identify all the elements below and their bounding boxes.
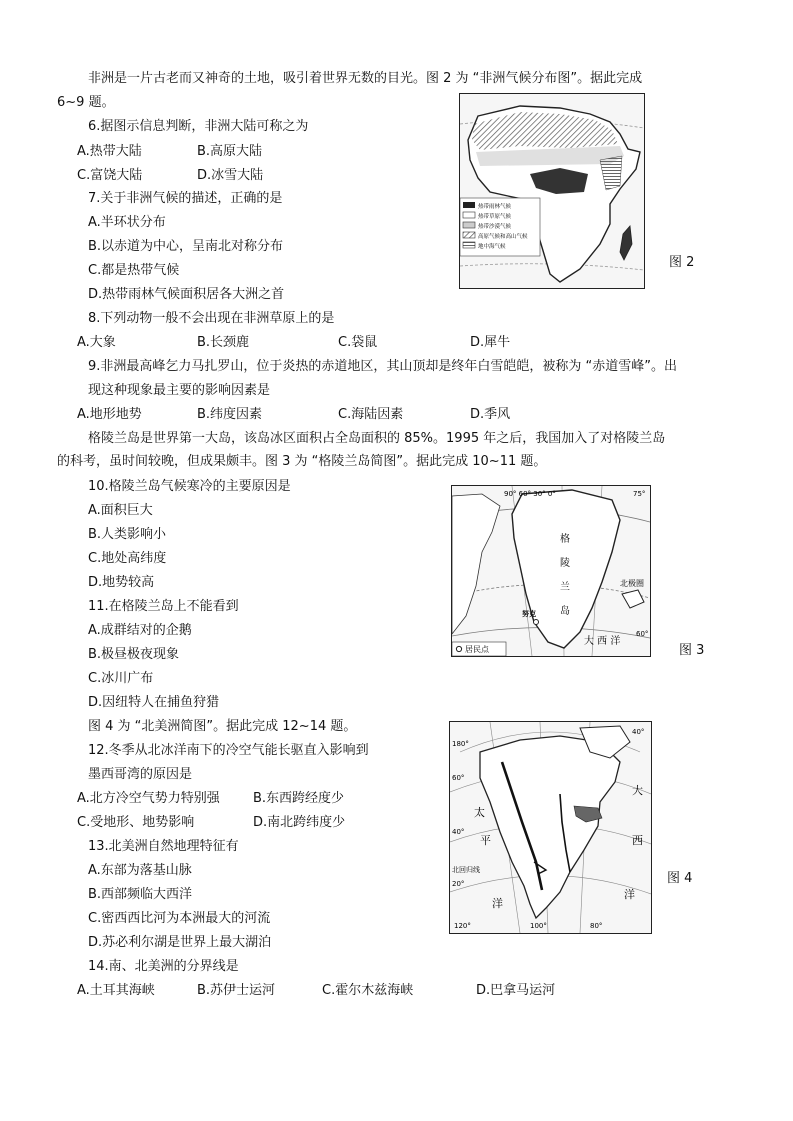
island-char-1: 格 [560, 534, 570, 545]
q11-option-d[interactable]: D.因纽特人在捕鱼狩猎 [88, 695, 220, 710]
africa-intro-line-1: 非洲是一片古老而又神奇的土地，吸引着世界无数的目光。图 2 为 “非洲气候分布图”。据此完成 [88, 71, 643, 86]
q9-option-d[interactable]: D.季风 [470, 407, 511, 422]
atlantic-char-3: 洋 [624, 888, 635, 901]
pacific-char-3: 洋 [492, 897, 503, 910]
lat-75-label: 75° [633, 490, 646, 498]
atlantic-char-1: 大 [632, 784, 643, 797]
q12-option-a[interactable]: A.北方冷空气势力特别强 [77, 791, 220, 806]
q12-option-d[interactable]: D.南北跨纬度少 [253, 815, 346, 830]
q10-option-d[interactable]: D.地势较高 [88, 575, 155, 590]
madagascar-island [620, 226, 632, 260]
q7-option-b[interactable]: B.以赤道为中心，呈南北对称分布 [88, 239, 284, 254]
lat-60-label: 60° [636, 630, 649, 638]
q10-option-a[interactable]: A.面积巨大 [88, 503, 153, 518]
q8-option-b[interactable]: B.长颈鹿 [197, 335, 250, 350]
q13-option-d[interactable]: D.苏必利尔湖是世界上最大湖泊 [88, 935, 272, 950]
q11-option-a[interactable]: A.成群结对的企鹅 [88, 623, 192, 638]
legend-grassland: 热带草原气候 [478, 214, 512, 220]
q10-option-c[interactable]: C.地处高纬度 [88, 551, 167, 566]
greenland-map [451, 485, 651, 657]
canada-coast [452, 494, 500, 634]
q13-option-b[interactable]: B.西部频临大西洋 [88, 887, 193, 902]
question-7-stem: 7.关于非洲气候的描述，正确的是 [88, 191, 283, 206]
q9-option-c[interactable]: C.海陆因素 [338, 407, 404, 422]
question-14-stem: 14.南、北美洲的分界线是 [88, 959, 239, 974]
q7-option-d[interactable]: D.热带雨林气候面积居各大洲之首 [88, 287, 285, 302]
africa-climate-map [459, 93, 645, 289]
q11-option-c[interactable]: C.冰川广布 [88, 671, 154, 686]
q6-option-b[interactable]: B.高原大陆 [197, 144, 263, 159]
question-12-stem-line-1: 12.冬季从北冰洋南下的冷空气能长驱直入影响到 [88, 743, 369, 758]
q6-option-d[interactable]: D.冰雪大陆 [197, 168, 264, 183]
lat-40-label: 40° [452, 828, 465, 836]
q10-option-b[interactable]: B.人类影响小 [88, 527, 167, 542]
q12-option-b[interactable]: B.东西跨经度少 [253, 791, 345, 806]
greenland-map-svg [452, 486, 650, 656]
legend-settlement: 居民点 [465, 645, 489, 654]
q12-option-c[interactable]: C.受地形、地势影响 [77, 815, 195, 830]
north-america-landmass [480, 736, 620, 918]
question-6-stem: 6.据图示信息判断，非洲大陆可称之为 [88, 119, 309, 134]
lat-20-label: 20° [452, 880, 465, 888]
island-char-4: 岛 [560, 606, 570, 617]
atlantic-ocean-label: 大 西 洋 [584, 636, 621, 647]
lon-80-label: 80° [590, 922, 603, 930]
q8-option-a[interactable]: A.大象 [77, 335, 116, 350]
q14-option-c[interactable]: C.霍尔木兹海峡 [322, 983, 414, 998]
q7-option-a[interactable]: A.半环状分布 [88, 215, 166, 230]
q11-option-b[interactable]: B.极昼极夜现象 [88, 647, 180, 662]
question-9-stem-line-2: 现这种现象最主要的影响因素是 [88, 383, 271, 398]
north-america-map-svg [450, 722, 651, 933]
legend-mediterranean: 地中海气候 [478, 244, 506, 250]
figure-3-caption: 图 3 [679, 643, 705, 658]
iceland-island [622, 590, 644, 608]
question-13-stem: 13.北美洲自然地理特征有 [88, 839, 239, 854]
lon-100-label: 100° [530, 922, 547, 930]
island-char-3: 兰 [560, 582, 570, 593]
lon-120-label: 120° [454, 922, 471, 930]
pacific-char-2: 平 [480, 834, 491, 847]
question-9-stem-line-1: 9.非洲最高峰乞力马扎罗山，位于炎热的赤道地区，其山顶却是终年白雪皑皑，被称为 “赤道雪峰”。出 [88, 359, 678, 374]
settlement-name: 努克 [522, 610, 536, 618]
lat-60-label: 60° [452, 774, 465, 782]
figure-2-caption: 图 2 [669, 255, 695, 270]
q8-option-c[interactable]: C.袋鼠 [338, 335, 378, 350]
q6-option-c[interactable]: C.富饶大陆 [77, 168, 143, 183]
greenland-intro-line-1: 格陵兰岛是世界第一大岛，该岛冰区面积占全岛面积的 85%。1995 年之后，我国加入了对格陵兰岛 [88, 431, 666, 446]
africa-map-svg [460, 94, 644, 288]
africa-intro-line-2: 6~9 题。 [57, 95, 115, 110]
arctic-circle-label: 北极圈 [620, 579, 644, 588]
question-10-stem: 10.格陵兰岛气候寒冷的主要原因是 [88, 479, 291, 494]
longitude-labels: 90° 60° 30° 0° [504, 490, 556, 498]
legend-desert: 热带沙漠气候 [478, 224, 512, 230]
pacific-char-1: 太 [474, 806, 485, 819]
q6-option-a[interactable]: A.热带大陆 [77, 144, 142, 159]
lon-180-label: 180° [452, 740, 469, 748]
q9-option-b[interactable]: B.纬度因素 [197, 407, 263, 422]
q9-option-a[interactable]: A.地形地势 [77, 407, 142, 422]
q14-option-b[interactable]: B.苏伊士运河 [197, 983, 276, 998]
q7-option-c[interactable]: C.都是热带气候 [88, 263, 180, 278]
question-11-stem: 11.在格陵兰岛上不能看到 [88, 599, 239, 614]
q13-option-a[interactable]: A.东部为落基山脉 [88, 863, 192, 878]
island-char-2: 陵 [560, 558, 570, 569]
legend-rainforest: 热带雨林气候 [478, 204, 512, 210]
greenland-intro-line-2: 的科考，虽时间较晚，但成果颇丰。图 3 为 “格陵兰岛简图”。据此完成 10~11 题。 [57, 454, 547, 469]
q8-option-d[interactable]: D.犀牛 [470, 335, 511, 350]
q14-option-d[interactable]: D.巴拿马运河 [476, 983, 556, 998]
atlantic-char-2: 西 [632, 834, 643, 847]
q13-option-c[interactable]: C.密西西比河为本洲最大的河流 [88, 911, 271, 926]
question-8-stem: 8.下列动物一般不会出现在非洲草原上的是 [88, 311, 335, 326]
q14-option-a[interactable]: A.土耳其海峡 [77, 983, 155, 998]
legend-highland: 高原气候和高山气候 [478, 234, 528, 240]
tropic-of-cancer-label: 北回归线 [452, 866, 480, 874]
question-12-stem-line-2: 墨西哥湾的原因是 [88, 767, 193, 782]
lon-40-label: 40° [632, 728, 645, 736]
figure-4-caption: 图 4 [667, 871, 693, 886]
namerica-intro: 图 4 为 “北美洲简图”。据此完成 12~14 题。 [88, 719, 357, 734]
north-america-map [449, 721, 652, 934]
